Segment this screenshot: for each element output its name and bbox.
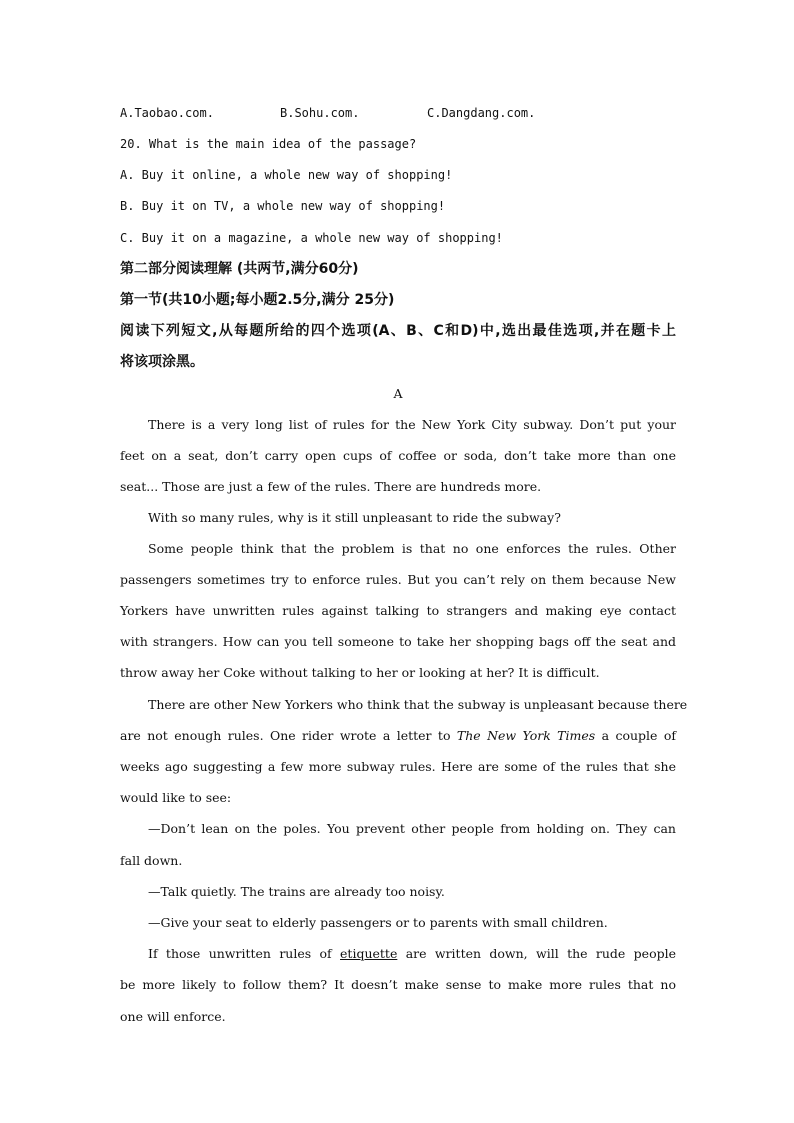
paragraph-line: one will enforce. [120, 1009, 226, 1024]
paragraph-line [148, 945, 676, 963]
rule-item-continued: fall down. [120, 853, 183, 868]
part2-title: 第二部分阅读理解 (共两节,满分60分) [120, 261, 359, 277]
option-c: C.Dangdang.com. [427, 106, 536, 120]
paragraph-line: would like to see: [120, 790, 232, 805]
paragraph-line: Yorkers have unwritten rules against talking to strangers and making eye contact [120, 603, 676, 618]
paragraph-line: feet on a seat, don’t carry open cups of coffee or soda, don’t take more than one [120, 448, 676, 463]
text-segment: are not enough rules. One rider wrote a letter to [120, 728, 457, 743]
rule-item: —Talk quietly. The trains are already too noisy. [148, 884, 445, 899]
paragraph-line: throw away her Coke without talking to her or looking at her? It is difficult. [120, 665, 600, 680]
rule-item: —Don’t lean on the poles. You prevent other people from holding on. They can [148, 821, 676, 836]
paragraph-line: weeks ago suggesting a few more subway rules. Here are some of the rules that she [120, 759, 676, 774]
instruction-line-2: 将该项涂黑。 [120, 354, 204, 370]
question19-options [120, 104, 676, 122]
paragraph-line: With so many rules, why is it still unpleasant to ride the subway? [148, 510, 561, 525]
rule-item: —Give your seat to elderly passengers or to parents with small children. [148, 915, 608, 930]
paragraph-line: passengers sometimes try to enforce rules. But you can’t rely on them because New [120, 572, 676, 587]
option-b: B.Sohu.com. [280, 106, 360, 120]
question20-stem: 20. What is the main idea of the passage? [120, 137, 417, 151]
paragraph-line: seat... Those are just a few of the rules. There are hundreds more. [120, 479, 542, 494]
paragraph-line: with strangers. How can you tell someone to take her shopping bags off the seat and [120, 634, 676, 649]
paragraph-line: be more likely to follow them? It doesn’t make sense to make more rules that no [120, 977, 676, 992]
text-segment: are written down, will the rude people [397, 946, 677, 961]
question20-option-a: A. Buy it online, a whole new way of shopping! [120, 168, 453, 182]
question20-option-b: B. Buy it on TV, a whole new way of shopping! [120, 199, 446, 213]
passage-label: A [393, 386, 403, 401]
paragraph-line: Some people think that the problem is that no one enforces the rules. Other [148, 541, 676, 556]
option-a: A.Taobao.com. [120, 106, 214, 120]
instruction-line-1: 阅读下列短文,从每题所给的四个选项(A、B、C和D)中,选出最佳选项,并在题卡上 [120, 323, 676, 339]
underlined-word: etiquette [340, 946, 398, 961]
paragraph-line: There are other New Yorkers who think that the subway is unpleasant because there [148, 697, 688, 712]
section1-title: 第一节(共10小题;每小题2.5分,满分 25分) [120, 292, 395, 308]
newspaper-title: The New York Times [456, 728, 596, 743]
text-segment: If those unwritten rules of [148, 946, 341, 961]
text-segment: a couple of [595, 728, 676, 743]
paragraph-line [120, 727, 676, 745]
question20-option-c: C. Buy it on a magazine, a whole new way of shopping! [120, 231, 503, 245]
paragraph-line: There is a very long list of rules for the New York City subway. Don’t put your [148, 417, 676, 432]
